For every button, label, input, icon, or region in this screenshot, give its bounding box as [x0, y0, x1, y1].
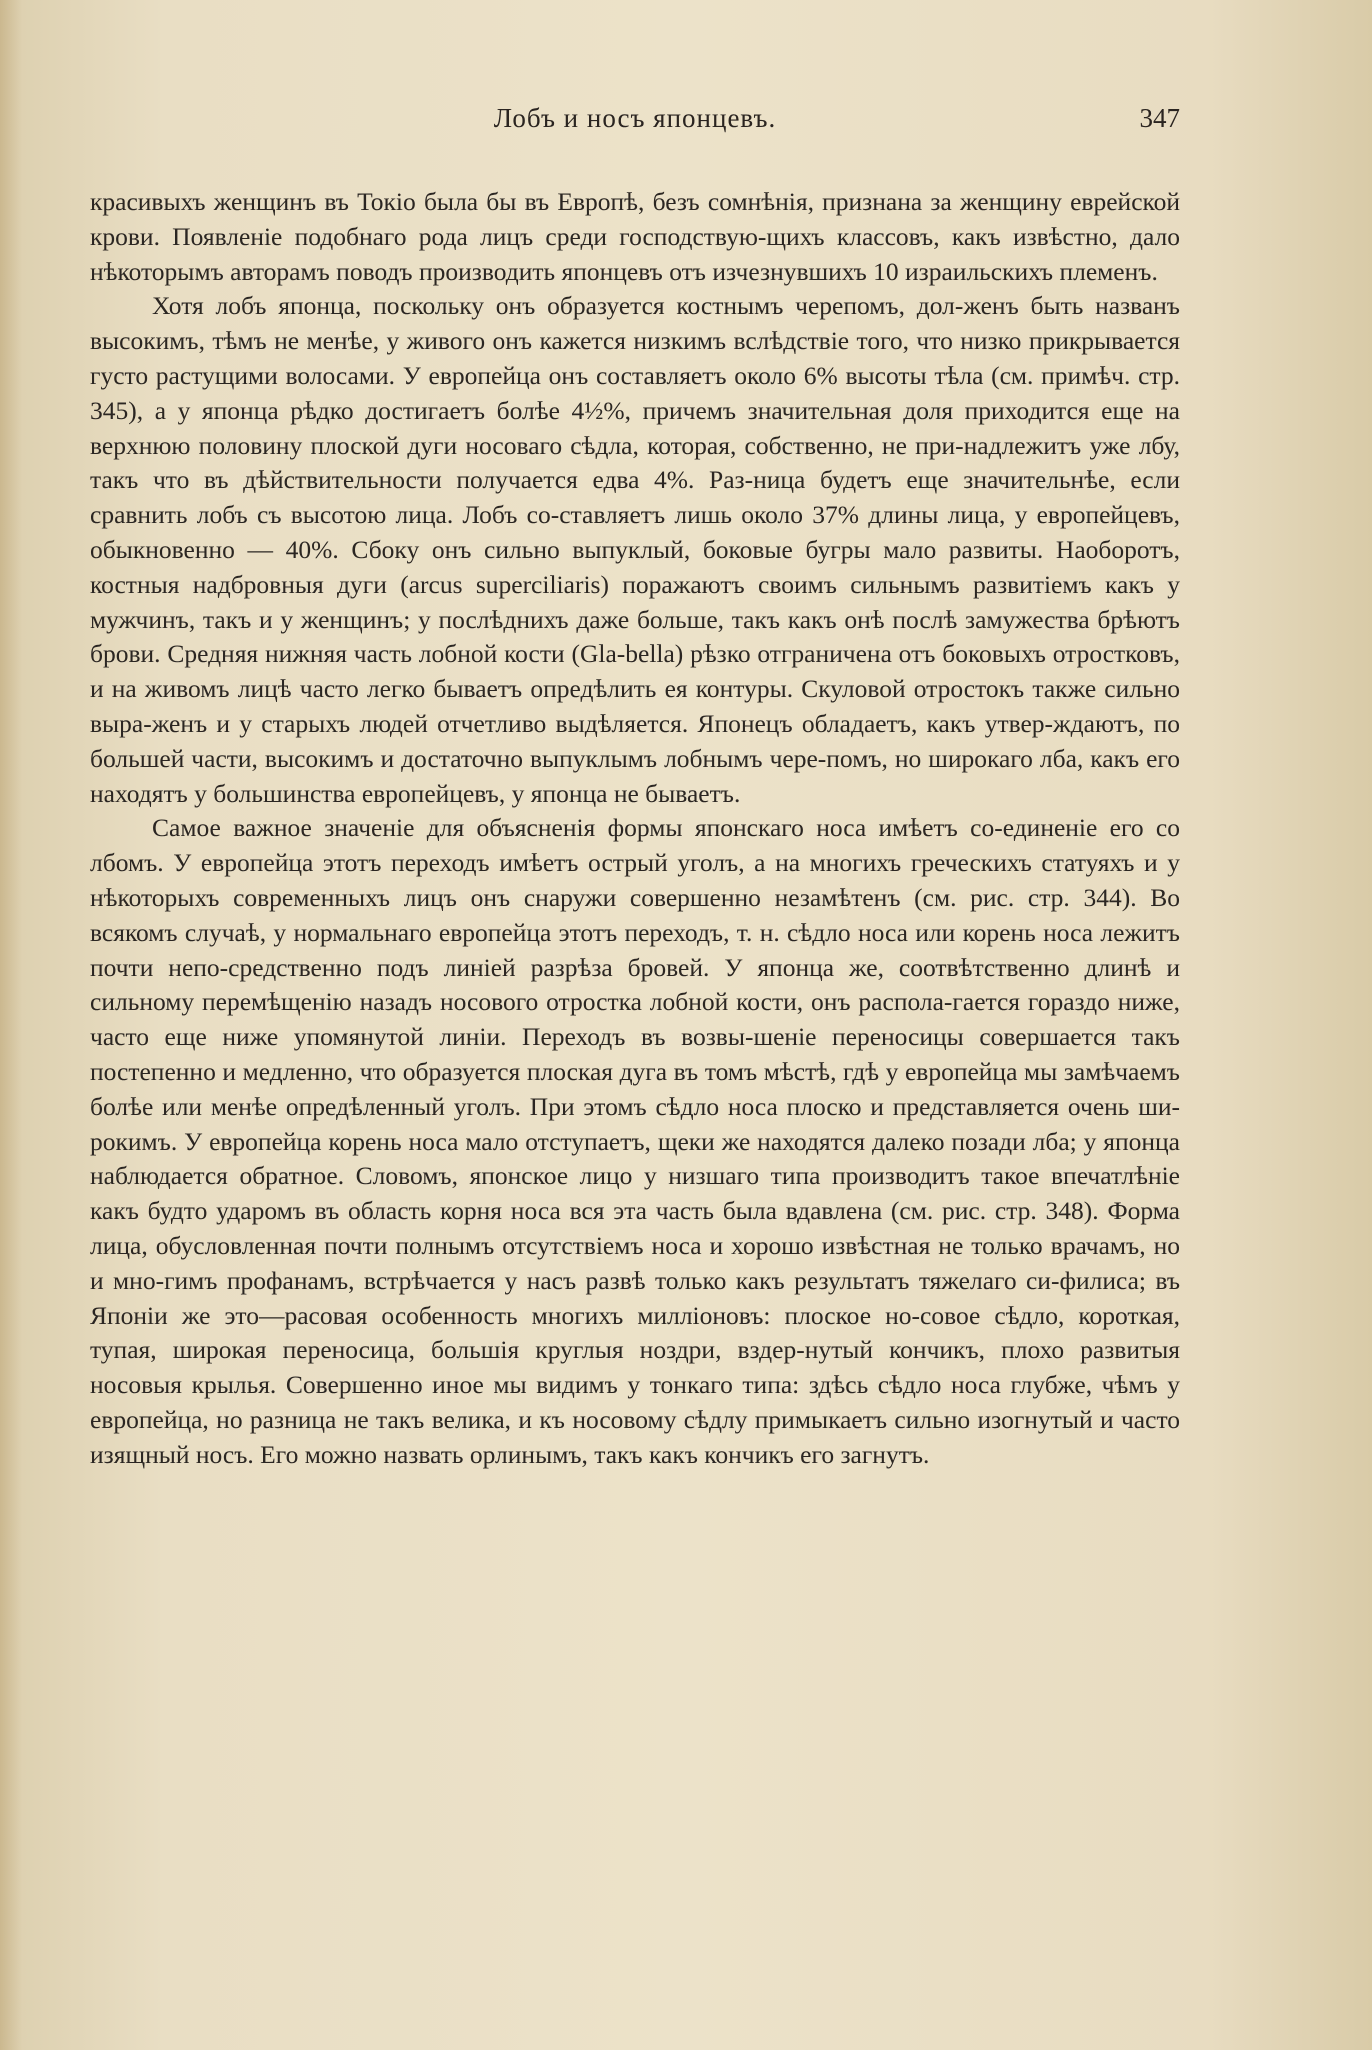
- paragraph-nose: Самое важное значеніе для объясненія формы японскаго носа имѣетъ со-единеніе его со лбомъ. У европейца этотъ переходъ имѣетъ острый уголъ, а на многихъ греческихъ статуяхъ и у нѣкоторыхъ современныхъ лицъ онъ снаружи совершенно незамѣтенъ (см. рис. стр. 344). Во всякомъ случаѣ, у нормальнаго европейца этотъ переходъ, т. н. сѣдло носа или корень носа лежитъ почти непо-средственно подъ линіей разрѣза бровей. У японца же, соотвѣтственно длинѣ и сильному перемѣщенію назадъ носового отростка лобной кости, онъ распола-гается гораздо ниже, часто еще ниже упомянутой линіи. Переходъ въ возвы-шеніе переносицы совершается такъ постепенно и медленно, что образуется плоская дуга въ томъ мѣстѣ, гдѣ у европейца мы замѣчаемъ болѣе или менѣе опредѣленный уголъ. При этомъ сѣдло носа плоско и представляется очень ши-рокимъ. У европейца корень носа мало отступаетъ, щеки же находятся далеко позади лба; у японца наблюдается обратное. Словомъ, японское лицо у низшаго типа производитъ такое впечатлѣніе какъ будто ударомъ въ область корня носа вся эта часть была вдавлена (см. рис. стр. 348). Форма лица, обусловленная почти полнымъ отсутствіемъ носа и хорошо извѣстная не только врачамъ, но и мно-гимъ профанамъ, встрѣчается у насъ развѣ только какъ результатъ тяжелаго си-филиса; въ Японіи же это—расовая особенность многихъ милліоновъ: плоское но-совое сѣдло, короткая, тупая, широкая переносица, большія круглыя ноздри, вздер-нутый кончикъ, плохо развитыя носовыя крылья. Совершенно иное мы видимъ у тонкаго типа: здѣсь сѣдло носа глубже, чѣмъ у европейца, но разница не такъ велика, и къ носовому сѣдлу примыкаетъ сильно изогнутый и часто изящный носъ. Его можно назвать орлинымъ, такъ какъ кончикъ его загнутъ.: [90, 813, 1180, 1469]
- page-edge-shadow: [0, 0, 22, 2050]
- paragraph-continuation: красивыхъ женщинъ въ Токіо была бы въ Европѣ, безъ сомнѣнія, признана за женщину еврейской крови. Появленіе подобнаго рода лицъ среди господствую-щихъ классовъ, какъ извѣстно, дало нѣкоторымъ авторамъ поводъ производить японцевъ отъ изчезнувшихъ 10 израильскихъ племенъ.: [90, 187, 1180, 286]
- page-number: 347: [1139, 103, 1180, 133]
- text-body: [90, 185, 1180, 1472]
- paragraph-forehead: Хотя лобъ японца, поскольку онъ образуется костнымъ черепомъ, дол-женъ быть названъ высокимъ, тѣмъ не менѣе, у живого онъ кажется низкимъ вслѣдствіе того, что низко прикрывается густо растущими волосами. У европейца онъ составляетъ около 6% высоты тѣла (см. примѣч. стр. 345), а у японца рѣдко достигаетъ болѣе 4½%, причемъ значительная доля приходится еще на верхнюю половину плоской дуги носоваго сѣдла, которая, собственно, не при-надлежитъ уже лбу, такъ что въ дѣйствительности получается едва 4%. Раз-ница будетъ еще значительнѣе, если сравнить лобъ съ высотою лица. Лобъ со-ставляетъ лишь около 37% длины лица, у европейцевъ, обыкновенно — 40%. Сбоку онъ сильно выпуклый, боковые бугры мало развиты. Наоборотъ, костныя надбровныя дуги (arcus superciliaris) поражаютъ своимъ сильнымъ развитіемъ какъ у мужчинъ, такъ и у женщинъ; у послѣднихъ даже больше, такъ какъ онѣ послѣ замужества брѣютъ брови. Средняя нижняя часть лобной кости (Gla-bella) рѣзко отграничена отъ боковыхъ отростковъ, и на живомъ лицѣ часто легко бываетъ опредѣлить ея контуры. Скуловой отростокъ также сильно выра-женъ и у старыхъ людей отчетливо выдѣляется. Японецъ обладаетъ, какъ утвер-ждаютъ, по большей части, высокимъ и достаточно выпуклымъ лобнымъ чере-помъ, но широкаго лба, какъ его находятъ у большинства европейцевъ, у японца не бываетъ.: [90, 291, 1180, 808]
- running-title: Лобъ и носъ японцевъ.: [493, 103, 777, 133]
- running-head: [90, 103, 1180, 143]
